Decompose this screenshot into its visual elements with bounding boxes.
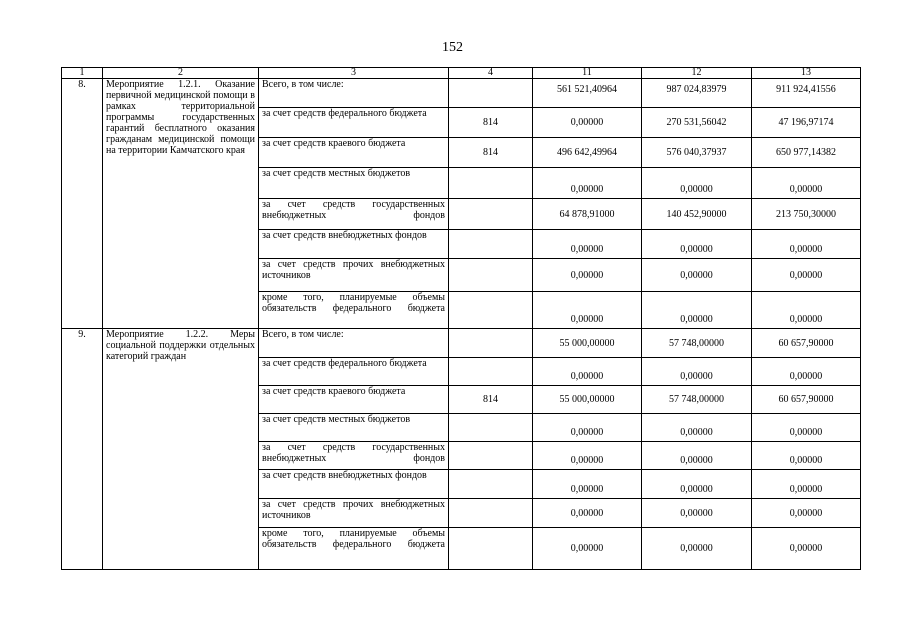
value-col-13: 0,00000 (752, 259, 861, 292)
value-col-11: 0,00000 (533, 442, 642, 470)
column-header: 11 (533, 68, 642, 79)
value-col-12: 0,00000 (642, 470, 752, 499)
column-header: 13 (752, 68, 861, 79)
row-number: 9. (62, 329, 103, 570)
budget-code (449, 329, 533, 358)
value-col-13: 0,00000 (752, 292, 861, 329)
value-col-12: 0,00000 (642, 442, 752, 470)
funding-source: за счет средств прочих внебюджетных источников (259, 259, 449, 292)
budget-code: 814 (449, 108, 533, 138)
budget-code (449, 199, 533, 230)
value-col-11: 0,00000 (533, 499, 642, 528)
budget-code: 814 (449, 386, 533, 414)
value-col-11: 0,00000 (533, 259, 642, 292)
funding-source: за счет средств прочих внебюджетных источников (259, 499, 449, 528)
value-col-12: 0,00000 (642, 414, 752, 442)
budget-table (61, 67, 861, 570)
funding-source: за счет средств внебюджетных фондов (259, 470, 449, 499)
value-col-13: 0,00000 (752, 414, 861, 442)
value-col-13: 60 657,90000 (752, 386, 861, 414)
budget-code (449, 470, 533, 499)
value-col-11: 561 521,40964 (533, 79, 642, 108)
funding-source: за счет средств федерального бюджета (259, 358, 449, 386)
column-header: 1 (62, 68, 103, 79)
value-col-12: 0,00000 (642, 259, 752, 292)
budget-code (449, 168, 533, 199)
row-number: 8. (62, 79, 103, 329)
budget-code (449, 414, 533, 442)
value-col-13: 213 750,30000 (752, 199, 861, 230)
activity-description: Мероприятие 1.2.1. Оказание первичной медицинской помощи в рамках территориальной программы государственных гарантий бесплатного оказания гражданам медицинской помощи на территории Камчатского края (103, 79, 259, 329)
funding-source: за счет средств внебюджетных фондов (259, 230, 449, 259)
funding-source: Всего, в том числе: (259, 329, 449, 358)
value-col-11: 496 642,49964 (533, 138, 642, 168)
value-col-12: 576 040,37937 (642, 138, 752, 168)
value-col-12: 270 531,56042 (642, 108, 752, 138)
value-col-11: 0,00000 (533, 292, 642, 329)
value-col-13: 0,00000 (752, 168, 861, 199)
value-col-13: 0,00000 (752, 358, 861, 386)
value-col-11: 0,00000 (533, 108, 642, 138)
value-col-11: 0,00000 (533, 358, 642, 386)
funding-source: кроме того, планируемые объемы обязательств федерального бюджета (259, 528, 449, 570)
funding-source: за счет средств государственных внебюджетных фондов (259, 199, 449, 230)
value-col-12: 0,00000 (642, 499, 752, 528)
value-col-11: 0,00000 (533, 528, 642, 570)
value-col-13: 60 657,90000 (752, 329, 861, 358)
value-col-13: 47 196,97174 (752, 108, 861, 138)
column-header: 4 (449, 68, 533, 79)
value-col-12: 57 748,00000 (642, 329, 752, 358)
value-col-13: 650 977,14382 (752, 138, 861, 168)
value-col-11: 0,00000 (533, 168, 642, 199)
funding-source: за счет средств местных бюджетов (259, 168, 449, 199)
budget-code (449, 230, 533, 259)
column-header: 12 (642, 68, 752, 79)
value-col-13: 0,00000 (752, 499, 861, 528)
table-row (62, 79, 861, 108)
column-number-row (62, 68, 861, 79)
budget-code (449, 259, 533, 292)
value-col-13: 0,00000 (752, 230, 861, 259)
value-col-11: 55 000,00000 (533, 386, 642, 414)
budget-code (449, 442, 533, 470)
value-col-11: 0,00000 (533, 470, 642, 499)
column-header: 3 (259, 68, 449, 79)
value-col-13: 0,00000 (752, 470, 861, 499)
value-col-12: 140 452,90000 (642, 199, 752, 230)
table-row (62, 329, 861, 358)
value-col-11: 55 000,00000 (533, 329, 642, 358)
value-col-12: 0,00000 (642, 358, 752, 386)
budget-code (449, 292, 533, 329)
budget-code (449, 79, 533, 108)
value-col-12: 57 748,00000 (642, 386, 752, 414)
value-col-11: 64 878,91000 (533, 199, 642, 230)
funding-source: кроме того, планируемые объемы обязательств федерального бюджета (259, 292, 449, 329)
value-col-13: 0,00000 (752, 528, 861, 570)
column-header: 2 (103, 68, 259, 79)
funding-source: за счет средств краевого бюджета (259, 386, 449, 414)
budget-code (449, 528, 533, 570)
value-col-11: 0,00000 (533, 414, 642, 442)
budget-code (449, 358, 533, 386)
value-col-12: 0,00000 (642, 292, 752, 329)
activity-description: Мероприятие 1.2.2. Меры социальной поддержки отдельных категорий граждан (103, 329, 259, 570)
value-col-12: 0,00000 (642, 168, 752, 199)
value-col-13: 0,00000 (752, 442, 861, 470)
page-number: 152 (442, 40, 463, 55)
value-col-13: 911 924,41556 (752, 79, 861, 108)
funding-source: за счет средств местных бюджетов (259, 414, 449, 442)
funding-source: Всего, в том числе: (259, 79, 449, 108)
funding-source: за счет средств федерального бюджета (259, 108, 449, 138)
budget-code (449, 499, 533, 528)
funding-source: за счет средств государственных внебюджетных фондов (259, 442, 449, 470)
value-col-11: 0,00000 (533, 230, 642, 259)
budget-code: 814 (449, 138, 533, 168)
funding-source: за счет средств краевого бюджета (259, 138, 449, 168)
value-col-12: 0,00000 (642, 230, 752, 259)
value-col-12: 987 024,83979 (642, 79, 752, 108)
value-col-12: 0,00000 (642, 528, 752, 570)
